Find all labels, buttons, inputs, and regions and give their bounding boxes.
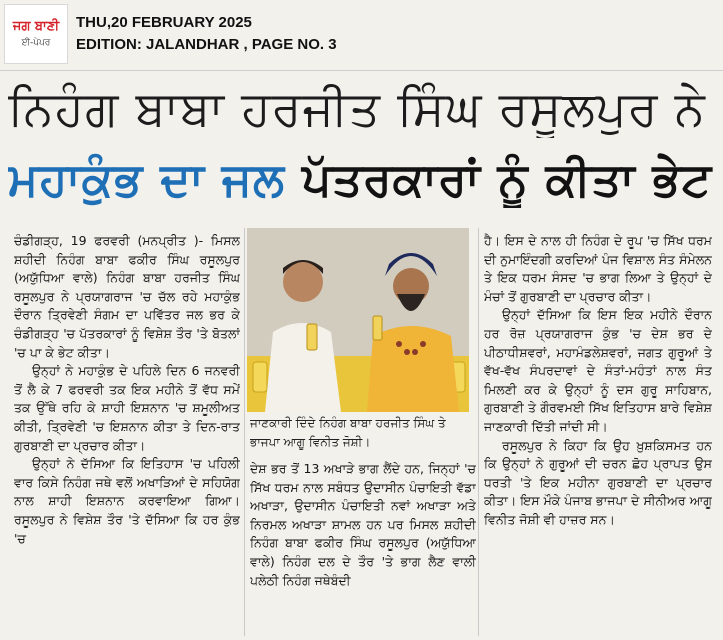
headline-rest: ਪੱਤਰਕਾਰਾਂ ਨੂੰ ਕੀਤਾ ਭੇਟ	[302, 152, 713, 206]
paragraph: ਦੇਸ਼ ਭਰ ਤੋਂ 13 ਅਖਾੜੇ ਭਾਗ ਲੈਂਦੇ ਹਨ, ਜਿਨ੍ਹਾਂ 'ਚ ਸਿੱਖ ਧਰਮ ਨਾਲ ਸਬੰਧਤ ਉਦਾਸੀਨ ਪੰਚਾਇਤੀ ਵੱਡਾ ਅਖਾੜਾ, ਉਦਾਸੀਨ ਪੰਚਾਇਤੀ ਨਵਾਂ ਅਖਾੜਾ ਅਤੇ ਨਿਰਮਲ ਅਖਾੜਾ ਸ਼ਾਮਲ ਹਨ ਪਰ ਮਿਸਲ ਸ਼ਹੀਦੀ ਨਿਹੰਗ ਬਾਬਾ ਫਕੀਰ ਸਿੰਘ ਰਸੂਲਪੁਰ (ਅਯੁੱਧਿਆ ਵਾਲੇ) ਨਿਹੰਗ ਦਲ ਦੇ ਤੌਰ 'ਤੇ ਭਾਗ ਲੈਣ ਵਾਲੀ ਪਲੇਠੀ ਨਿਹੰਗ ਜਥੇਬੰਦੀ	[250, 461, 476, 588]
news-photo	[247, 228, 469, 412]
headline-line-1: ਨਿਹੰਗ ਬਾਬਾ ਹਰਜੀਤ ਸਿੰਘ ਰਸੂਲਪੁਰ ਨੇ	[8, 81, 706, 137]
header-divider	[0, 70, 723, 71]
headline-line-2	[8, 150, 716, 208]
edition-header	[76, 12, 337, 56]
headline-highlight: ਮਹਾਕੁੰਭ ਦਾ ਜਲ	[8, 152, 286, 206]
edition-date: THU,20 FEBRUARY 2025	[76, 14, 252, 31]
paragraph: ਉਨ੍ਹਾਂ ਦੱਸਿਆ ਕਿ ਇਸ ਇਕ ਮਹੀਨੇ ਦੌਰਾਨ ਹਰ ਰੋਜ਼ ਪ੍ਰਯਾਗਰਾਜ ਕੁੰਭ 'ਚ ਦੇਸ਼ ਭਰ ਦੇ ਪੀਠਾਧੀਸ਼ਵਰਾਂ, ਮਹਾਮੰਡਲੇਸ਼ਵਰਾਂ, ਜਗਤ ਗੁਰੂਆਂ ਤੇ ਵੱਖ-ਵੱਖ ਸੰਪਰਦਾਵਾਂ ਦੇ ਸੰਤਾਂ-ਮਹੰਤਾਂ ਨਾਲ ਸੰਤ ਮਿਲਣੀ ਕਰ ਕੇ ਉਨ੍ਹਾਂ ਨੂੰ ਦਸ ਗੁਰੂ ਸਾਹਿਬਾਨ, ਗੁਰਬਾਣੀ ਤੇ ਗੌਰਵਮਈ ਸਿੱਖ ਇਤਿਹਾਸ ਬਾਰੇ ਵਿਸ਼ੇਸ਼ ਜਾਣਕਾਰੀ ਦਿੱਤੀ ਜਾਂਦੀ ਸੀ।	[484, 307, 712, 434]
edition-info: EDITION: JALANDHAR , PAGE NO. 3	[76, 36, 337, 53]
paragraph: ਚੰਡੀਗੜ੍ਹ, 19 ਫਰਵਰੀ (ਮਨਪ੍ਰੀਤ )- ਮਿਸਲ ਸ਼ਹੀਦੀ ਨਿਹੰਗ ਬਾਬਾ ਫਕੀਰ ਸਿੰਘ ਰਸੂਲਪੁਰ (ਅਯੁੱਧਿਆ ਵਾਲੇ) ਨਿਹੰਗ ਬਾਬਾ ਹਰਜੀਤ ਸਿੰਘ ਰਸੂਲਪੁਰ ਨੇ ਪ੍ਰਯਾਗਰਾਜ 'ਚ ਚੱਲ ਰਹੇ ਮਹਾਕੁੰਭ ਦੌਰਾਨ ਤ੍ਰਿਵੇਣੀ ਸੰਗਮ ਦਾ ਪਵਿੱਤਰ ਜਲ ਭਰ ਕੇ ਚੰਡੀਗੜ੍ਹ 'ਚ ਪੱਤਰਕਾਰਾਂ ਨੂੰ ਵਿਸ਼ੇਸ਼ ਤੌਰ 'ਤੇ ਬੋਤਲਾਂ 'ਚ ਪਾ ਕੇ ਭੇਟ ਕੀਤਾ।	[14, 233, 240, 360]
newspaper-logo	[4, 4, 68, 64]
column-divider	[478, 228, 479, 636]
article-column-2	[250, 460, 476, 636]
photo-illustration	[247, 228, 469, 412]
paragraph: ਹੈ। ਇਸ ਦੇ ਨਾਲ ਹੀ ਨਿਹੰਗ ਦੇ ਰੂਪ 'ਚ ਸਿੱਖ ਧਰਮ ਦੀ ਨੁਮਾਇੰਦਗੀ ਕਰਦਿਆਂ ਪੰਜ ਵਿਸ਼ਾਲ ਸੰਤ ਸੰਮੇਲਨ ਤੇ ਇਕ ਧਰਮ ਸੰਸਦ 'ਚ ਭਾਗ ਲਿਆ ਤੇ ਉਨ੍ਹਾਂ ਦੇ ਮੰਚਾਂ ਤੋਂ ਗੁਰਬਾਣੀ ਦਾ ਪ੍ਰਚਾਰ ਕੀਤਾ।	[484, 233, 712, 304]
paragraph: ਰਸੂਲਪੁਰ ਨੇ ਕਿਹਾ ਕਿ ਉਹ ਖ਼ੁਸ਼ਕਿਸਮਤ ਹਨ ਕਿ ਉਨ੍ਹਾਂ ਨੇ ਗੁਰੂਆਂ ਦੀ ਚਰਨ ਛੋਹ ਪ੍ਰਾਪਤ ਉਸ ਧਰਤੀ 'ਤੇ ਇਕ ਮਹੀਨਾ ਗੁਰਬਾਣੀ ਦਾ ਪ੍ਰਚਾਰ ਕੀਤਾ। ਇਸ ਮੌਕੇ ਪੰਜਾਬ ਭਾਜਪਾ ਦੇ ਸੀਨੀਅਰ ਆਗੂ ਵਿਨੀਤ ਜੋਸ਼ੀ ਵੀ ਹਾਜ਼ਰ ਸਨ।	[484, 437, 712, 527]
photo-caption: ਜਾਣਕਾਰੀ ਦਿੰਦੇ ਨਿਹੰਗ ਬਾਬਾ ਹਰਜੀਤ ਸਿੰਘ ਤੇ ਭਾਜਪਾ ਆਗੂ ਵਿਨੀਤ ਜੋਸ਼ੀ।	[250, 416, 446, 449]
logo-name: ਜਗ ਬਾਣੀ	[12, 19, 60, 34]
paragraph: ਉਨ੍ਹਾਂ ਨੇ ਦੱਸਿਆ ਕਿ ਇਤਿਹਾਸ 'ਚ ਪਹਿਲੀ ਵਾਰ ਕਿਸੇ ਨਿਹੰਗ ਜਥੇ ਵਲੋਂ ਅਖਾੜਿਆਂ ਦੇ ਸਹਿਯੋਗ ਨਾਲ ਸ਼ਾਹੀ ਇਸ਼ਨਾਨ ਕਰਵਾਇਆ ਗਿਆ। ਰਸੂਲਪੁਰ ਨੇ ਵਿਸ਼ੇਸ਼ ਤੌਰ 'ਤੇ ਦੱਸਿਆ ਕਿ ਹਰ ਕੁੰਭ 'ਚ	[14, 456, 240, 546]
column-divider	[244, 228, 245, 636]
logo-tagline: ਈ-ਪੇਪਰ	[21, 38, 51, 48]
article-column-1	[14, 232, 240, 636]
article-column-3	[484, 232, 712, 636]
paragraph: ਉਨ੍ਹਾਂ ਨੇ ਮਹਾਕੁੰਭ ਦੇ ਪਹਿਲੇ ਦਿਨ 6 ਜਨਵਰੀ ਤੋਂ ਲੈ ਕੇ 7 ਫਰਵਰੀ ਤਕ ਇਕ ਮਹੀਨੇ ਤੋਂ ਵੱਧ ਸਮੇਂ ਤਕ ਉੱਥੇ ਰਹਿ ਕੇ ਸ਼ਾਹੀ ਇਸ਼ਨਾਨ 'ਚ ਸ਼ਮੂਲੀਅਤ ਕੀਤੀ, ਤ੍ਰਿਵੇਣੀ 'ਚ ਇਸ਼ਨਾਨ ਕੀਤਾ ਤੇ ਦਿਨ-ਰਾਤ ਗੁਰਬਾਣੀ ਦਾ ਪ੍ਰਚਾਰ ਕੀਤਾ।	[14, 363, 240, 453]
